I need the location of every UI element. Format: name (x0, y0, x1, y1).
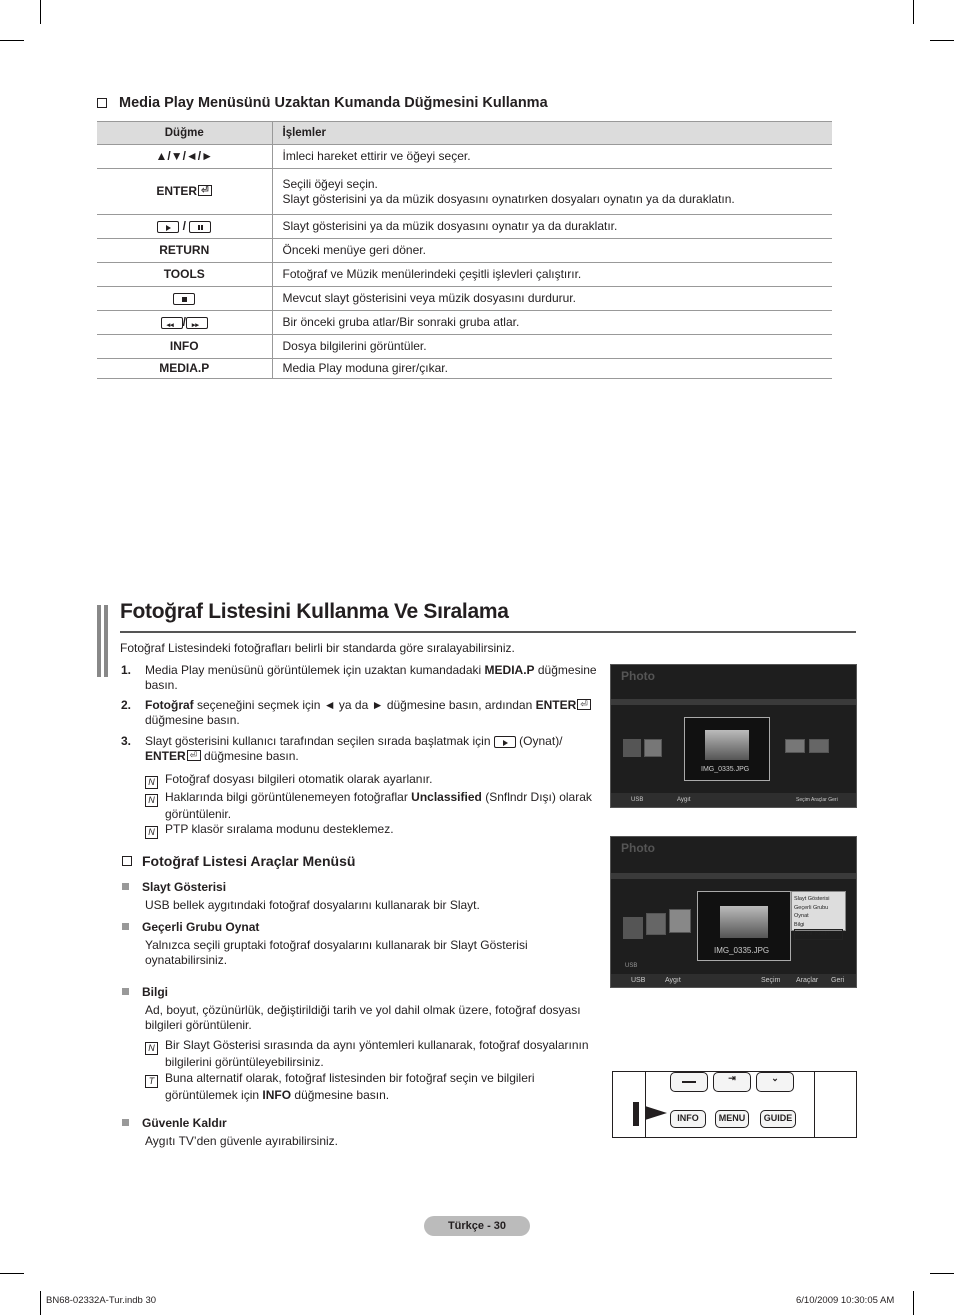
tools-item[interactable]: Geçerli Grubu Oynat (794, 904, 829, 919)
photo-thumb (623, 917, 643, 939)
enter-icon (198, 185, 212, 196)
crop-mark (0, 40, 24, 41)
note-2: N Haklarında bilgi görüntülenemeyen fotoğraflar Unclassified (Snflndr Dışı) olarak görüntülenir. (145, 790, 610, 822)
play-icon (157, 221, 179, 233)
photo-screen-1 (610, 664, 857, 808)
crop-mark (913, 0, 914, 24)
enter-icon (577, 699, 591, 710)
col-action-header: İşlemler (272, 122, 832, 145)
table-row (97, 311, 832, 335)
section1-title: Media Play Menüsünü Uzaktan Kumanda Düğmesini Kullanma (97, 95, 548, 111)
button-cell: / (97, 215, 272, 239)
action-cell: İmleci hareket ettirir ve öğeyi seçer. (272, 145, 832, 169)
action-cell: Dosya bilgilerini görüntüler. (272, 335, 832, 359)
button-cell: ▲/▼/◄/► (97, 145, 272, 169)
heading-bar (104, 605, 108, 677)
crop-mark (40, 1291, 41, 1315)
checkbox-square-icon (97, 98, 107, 108)
crop-mark (913, 1291, 914, 1315)
remote-illustration (612, 1071, 857, 1138)
button-cell (97, 287, 272, 311)
photo-thumb (785, 739, 805, 753)
action-cell: Fotoğraf ve Müzik menülerindeki çeşitli işlevleri çalıştırır. (272, 263, 832, 287)
table-row (97, 215, 832, 239)
pointer-bar (633, 1102, 639, 1126)
footer-date: 6/10/2009 10:30:05 AM (796, 1295, 895, 1306)
photo-filename: IMG_0335.JPG (714, 946, 770, 955)
tools-popup[interactable] (791, 891, 846, 937)
play-icon (494, 736, 516, 748)
screen-footer: USB Aygıt Seçim Araçlar Geri (611, 974, 857, 988)
note-1: N Fotoğraf dosyası bilgileri otomatik olarak ayarlanır. (145, 772, 432, 789)
pause-icon (189, 221, 211, 233)
tools-heading: Fotoğraf Listesi Araçlar Menüsü (122, 853, 355, 869)
button-cell: ENTER⏎ (97, 169, 272, 215)
bullet-icon (122, 988, 129, 995)
step-3: 3. Slayt gösterisini kullanıcı tarafından seçilen sırada başlatmak için (Oynat)/ ENTER⏎ düğmesine basın. (145, 734, 610, 764)
crop-mark (0, 1273, 24, 1274)
selected-photo (705, 730, 749, 760)
stop-icon (173, 293, 195, 305)
item-slideshow: Slayt Gösterisi (122, 880, 226, 895)
col-button-header: Düğme (97, 122, 272, 145)
tools-item-selected[interactable]: Güvenli Kaldır (794, 929, 843, 940)
item-safe-remove-text: Aygıtı TV’den güvenle ayırabilirsiniz. (145, 1134, 338, 1148)
screen-title: Photo (621, 669, 655, 683)
tools-item[interactable]: Slayt Gösterisi (794, 896, 830, 902)
photo-thumb (646, 913, 666, 935)
info-button[interactable]: INFO (670, 1110, 706, 1128)
enter-icon (187, 750, 201, 761)
channel-down-button[interactable]: ⌄ (756, 1072, 794, 1092)
photo-screen-2 (610, 836, 857, 988)
tip-icon: T (145, 1075, 158, 1088)
screen-footer: USB Aygıt Seçim Araçlar Geri (611, 793, 857, 808)
page-number: Türkçe - 30 (424, 1216, 530, 1236)
button-table (97, 121, 832, 379)
note-icon: N (145, 1042, 158, 1055)
photo-thumb (809, 739, 829, 753)
menu-button[interactable]: MENU (715, 1110, 749, 1128)
item-slideshow-text: USB bellek aygıtındaki fotoğraf dosyalarını kullanarak bir Slayt. (145, 898, 480, 912)
table-row (97, 335, 832, 359)
group-bar (611, 699, 857, 705)
table-row (97, 145, 832, 169)
note-icon: N (145, 826, 158, 839)
selected-photo-frame (697, 891, 791, 961)
note-3: N PTP klasör sıralama modunu desteklemez. (145, 822, 394, 839)
tools-item[interactable]: Bilgi (794, 921, 805, 928)
button-cell: INFO (97, 335, 272, 359)
selected-photo (720, 906, 768, 938)
button-cell: MEDIA.P (97, 359, 272, 379)
action-cell: Media Play moduna girer/çıkar. (272, 359, 832, 379)
crop-mark (930, 40, 954, 41)
crop-mark (930, 1273, 954, 1274)
bullet-icon (122, 1119, 129, 1126)
fast-forward-icon (186, 317, 208, 329)
heading-rule (120, 631, 856, 633)
button-cell: RETURN (97, 239, 272, 263)
item-info: Bilgi (122, 985, 168, 1000)
table-row (97, 359, 832, 379)
heading-bar (97, 605, 101, 677)
guide-button[interactable]: GUIDE (760, 1110, 796, 1128)
action-cell: Mevcut slayt gösterisini veya müzik dosyasını durdurur. (272, 287, 832, 311)
button-cell: ◂◂/▸▸ (97, 311, 272, 335)
photo-thumb (669, 909, 691, 933)
minus-button[interactable] (670, 1072, 708, 1092)
source-button[interactable]: ⇥ (713, 1072, 751, 1092)
selected-photo-frame (684, 717, 770, 781)
button-cell: TOOLS (97, 263, 272, 287)
bullet-icon (122, 883, 129, 890)
footer-file: BN68-02332A-Tur.indb 30 (46, 1295, 157, 1306)
pointer-arrow-icon (645, 1106, 667, 1120)
item-info-note: N Bir Slayt Gösterisi sırasında da aynı yöntemleri kullanarak, fotoğraf dosyalarının bilgilerini görüntüleyebilirsiniz. (145, 1038, 589, 1070)
rewind-icon (161, 317, 183, 329)
usb-label: USB (625, 963, 638, 969)
table-row (97, 287, 832, 311)
section2-title: Fotoğraf Listesini Kullanma Ve Sıralama (120, 600, 509, 623)
item-info-text: Ad, boyut, çözünürlük, değiştirildiği tarih ve yol dahil olmak üzere, fotoğraf dosyası bilgileri görüntülenir. (145, 1003, 581, 1032)
note-icon: N (145, 776, 158, 789)
item-play-group: Geçerli Grubu Oynat (122, 920, 259, 935)
action-cell: Slayt gösterisini ya da müzik dosyasını oynatır ya da duraklatır. (272, 215, 832, 239)
step-2: 2. Fotoğraf seçeneğini seçmek için ◄ ya da ► düğmesine basın, ardından ENTER⏎ düğmesine basın. (145, 698, 610, 728)
group-bar (611, 873, 857, 879)
action-cell: Önceki menüye geri döner. (272, 239, 832, 263)
checkbox-square-icon (122, 856, 132, 866)
item-play-group-text: Yalnızca seçili gruptaki fotoğraf dosyalarını kullanarak bir Slayt Gösterisi oynatabilirsiniz. (145, 938, 528, 967)
action-cell: Bir önceki gruba atlar/Bir sonraki gruba atlar. (272, 311, 832, 335)
step-1: 1. Media Play menüsünü görüntülemek için uzaktan kumandadaki MEDIA.P düğmesine basın. (121, 663, 597, 692)
screen-title: Photo (621, 841, 655, 855)
table-row (97, 169, 832, 215)
photo-thumb (623, 739, 641, 757)
intro-text: Fotoğraf Listesindeki fotoğrafları belirli bir standarda göre sıralayabilirsiniz. (120, 641, 515, 655)
table-header (97, 122, 832, 145)
action-cell: Seçili öğeyi seçin. Slayt gösterisini ya da müzik dosyasını oynatırken dosyaları oynatın ya da duraklatın. (272, 169, 832, 215)
photo-thumb (644, 739, 662, 757)
table-row (97, 263, 832, 287)
crop-mark (40, 0, 41, 24)
item-info-tip: T Buna alternatif olarak, fotoğraf listesinden bir fotoğraf seçin ve bilgileri görüntülemek için INFO düğmesine basın. (145, 1071, 535, 1103)
photo-filename: IMG_0335.JPG (701, 766, 750, 773)
bullet-icon (122, 923, 129, 930)
note-icon: N (145, 794, 158, 807)
item-safe-remove: Güvenle Kaldır (122, 1116, 227, 1131)
table-row (97, 239, 832, 263)
